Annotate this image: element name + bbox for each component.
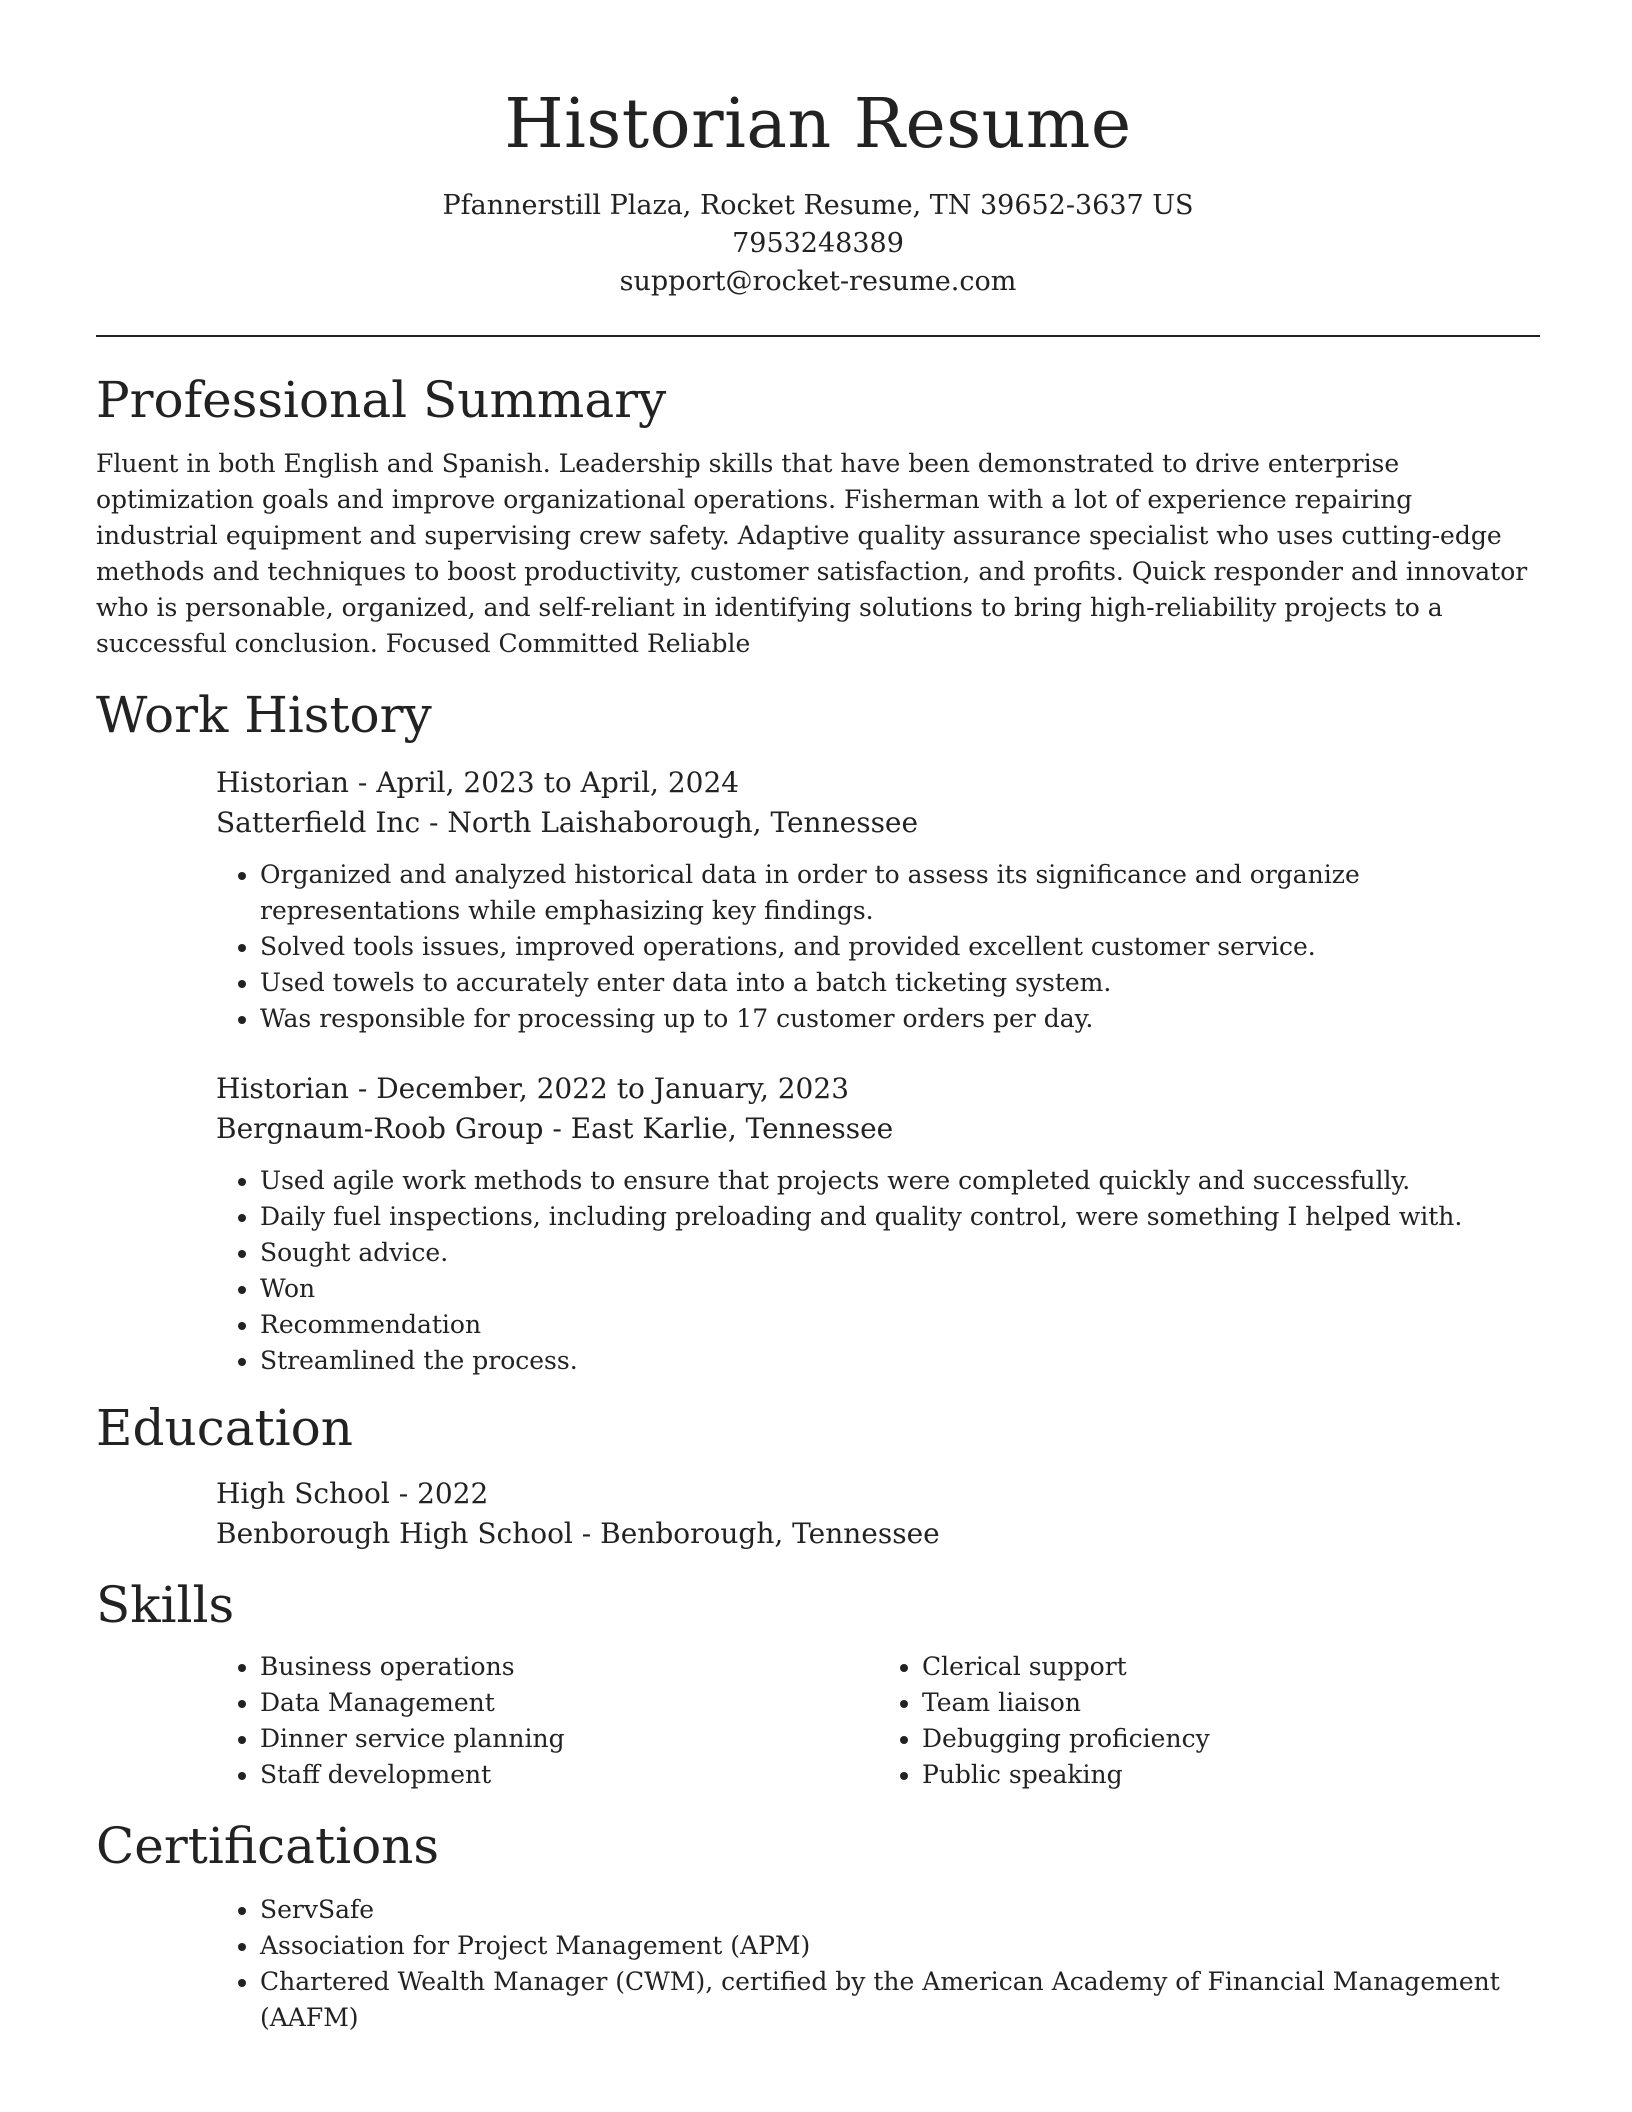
education-entry <box>216 1474 1540 1554</box>
separator: - <box>572 1516 601 1550</box>
job-title-line <box>216 1069 1540 1109</box>
job-org-line <box>216 803 1540 843</box>
resume-page <box>96 0 1540 2036</box>
separator: - <box>389 1476 418 1510</box>
separator: - <box>348 765 377 799</box>
list-item: • Solved tools issues, improved operations, and provided excellent customer service. <box>260 929 1540 965</box>
list-item: • Daily fuel inspections, including preloading and quality control, were something I helped with. <box>260 1199 1540 1235</box>
certifications-list <box>216 1892 1540 2036</box>
job-company: Satterfield Inc <box>216 805 421 839</box>
list-item: • Chartered Wealth Manager (CWM), certified by the American Academy of Financial Management (AAFM) <box>260 1964 1540 2036</box>
skills-section <box>96 1575 1540 1793</box>
education-degree: High School <box>216 1476 390 1510</box>
list-item: • Organized and analyzed historical data in order to assess its significance and organize representations while emphasizing key findings. <box>260 857 1540 929</box>
contact-phone: 7953248389 <box>732 227 904 259</box>
education-school: Benborough High School <box>216 1516 573 1550</box>
list-item: • Clerical support <box>922 1649 1540 1685</box>
job-entry <box>216 763 1540 1037</box>
education-degree-line <box>216 1474 1540 1514</box>
list-item: • Public speaking <box>922 1757 1540 1793</box>
education-school-line <box>216 1514 1540 1554</box>
job-bullets <box>216 1163 1540 1379</box>
list-item: • ServSafe <box>260 1892 1540 1928</box>
header-divider <box>96 335 1540 337</box>
skills-grid <box>216 1649 1540 1793</box>
work-history-heading: Work History <box>96 685 432 744</box>
skills-heading: Skills <box>96 1575 235 1634</box>
job-entry <box>216 1069 1540 1379</box>
list-item: • Was responsible for processing up to 17 customer orders per day. <box>260 1001 1540 1037</box>
education-heading: Education <box>96 1398 353 1457</box>
list-item: • Debugging proficiency <box>922 1721 1540 1757</box>
job-org-line <box>216 1109 1540 1149</box>
job-company: Bergnaum-Roob Group <box>216 1111 544 1145</box>
education-section <box>96 1398 1540 1554</box>
job-dates: April, 2023 to April, 2024 <box>376 765 740 799</box>
list-item: • Business operations <box>260 1649 878 1685</box>
list-item: • Recommendation <box>260 1307 1540 1343</box>
skills-list-left <box>216 1649 878 1793</box>
list-item: • Sought advice. <box>260 1235 1540 1271</box>
job-location: North Laishaborough, Tennessee <box>447 805 919 839</box>
job-role: Historian <box>216 1071 349 1105</box>
summary-heading: Professional Summary <box>96 370 667 429</box>
list-item: • Dinner service planning <box>260 1721 878 1757</box>
separator: - <box>543 1111 571 1145</box>
job-location: East Karlie, Tennessee <box>570 1111 894 1145</box>
list-item: • Data Management <box>260 1685 878 1721</box>
work-history-section <box>96 685 1540 1379</box>
list-item: • Association for Project Management (APM) <box>260 1928 1540 1964</box>
certifications-heading: Certifications <box>96 1816 440 1875</box>
contact-email: support@rocket-resume.com <box>619 265 1017 297</box>
job-bullets <box>216 857 1540 1037</box>
summary-section <box>96 370 1540 662</box>
list-item: • Won <box>260 1271 1540 1307</box>
job-dates: December, 2022 to January, 2023 <box>376 1071 850 1105</box>
list-item: • Used towels to accurately enter data into a batch ticketing system. <box>260 965 1540 1001</box>
resume-header <box>96 85 1540 301</box>
list-item: • Used agile work methods to ensure that projects were completed quickly and successfully. <box>260 1163 1540 1199</box>
certifications-section <box>96 1816 1540 2036</box>
list-item: • Streamlined the process. <box>260 1343 1540 1379</box>
separator: - <box>420 805 448 839</box>
separator: - <box>348 1071 377 1105</box>
page-title: Historian Resume <box>504 85 1132 164</box>
list-item: • Staff development <box>260 1757 878 1793</box>
summary-text: Fluent in both English and Spanish. Leadership skills that have been demonstrated to drive enterprise optimization goals and improve organizational operations. Fisherman with a lot of experience repairing industrial equipment and supervising crew safety. Adaptive quality assurance specialist who uses cutting-edge methods and techniques to boost productivity, customer satisfaction, and profits. Quick responder and innovator who is personable, organized, and self-reliant in identifying solutions to bring high-reliability projects to a successful conclusion. Focused Committed Reliable <box>96 448 1528 658</box>
education-year: 2022 <box>417 1476 489 1510</box>
skills-list-right <box>878 1649 1540 1793</box>
list-item: • Team liaison <box>922 1685 1540 1721</box>
contact-address: Pfannerstill Plaza, Rocket Resume, TN 39652-3637 US <box>442 189 1194 221</box>
job-role: Historian <box>216 765 349 799</box>
job-title-line <box>216 763 1540 803</box>
education-location: Benborough, Tennessee <box>600 1516 940 1550</box>
